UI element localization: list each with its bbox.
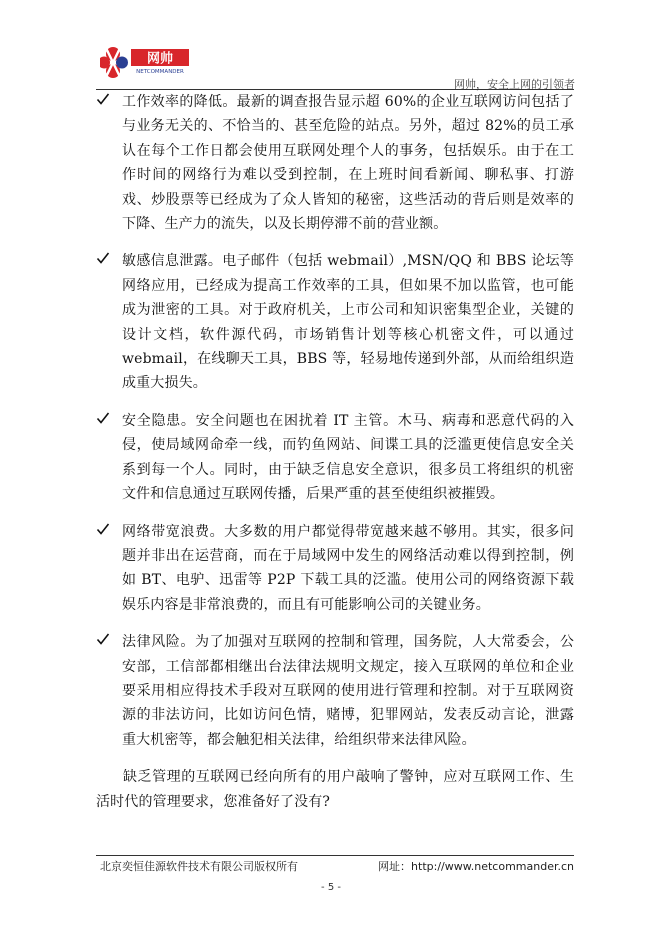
logo-mark-icon xyxy=(100,40,200,84)
bullet-item xyxy=(96,630,574,752)
company-logo xyxy=(100,40,200,84)
bullet-item xyxy=(96,249,574,395)
footer-copyright: 北京奕恒佳源软件技术有限公司版权所有 xyxy=(100,860,298,873)
bullet-item xyxy=(96,520,574,618)
check-icon xyxy=(96,92,110,106)
bullet-item xyxy=(96,409,574,507)
logo-subtext: NETCOMMANDER xyxy=(136,69,184,75)
page-number: - 5 - xyxy=(321,882,341,893)
bullet-text: 网络带宽浪费。大多数的用户都觉得带宽越来越不够用。其实，很多问题并非出在运营商，而在于局域网中发生的网络活动难以得到控制，例如 BT、电驴、迅雷等 P2P 下载工具的泛滥。使用公司的网络资源下载娱乐内容是非常浪费的，而且有可能影响公司的关键业务。 xyxy=(122,523,574,613)
bullet-text: 安全隐患。安全问题也在困扰着 IT 主管。木马、病毒和恶意代码的入侵，使局域网命牵一线，而钓鱼网站、间谍工具的泛滥更使信息安全关系到每一个人。同时，由于缺乏信息安全意识，很多员工将组织的机密文件和信息通过互联网传播，后果严重的甚至使组织被摧毁。 xyxy=(122,412,574,503)
bullet-text: 法律风险。为了加强对互联网的控制和管理，国务院，人大常委会，公安部，工信部都相继出台法律法规明文规定，接入互联网的单位和企业要采用相应得技术手段对互联网的使用进行管理和控制。对于互联网资源的非法访问，比如访问色情，赌博，犯罪网站，发表反动言论，泄露重大机密等，都会触犯相关法律，给组织带来法律风险。 xyxy=(122,634,574,748)
check-icon xyxy=(96,411,110,425)
check-icon xyxy=(96,632,110,646)
check-icon xyxy=(96,522,110,536)
bullet-text: 工作效率的降低。最新的调查报告显示超 60%的企业互联网访问包括了与业务无关的、不恰当的、甚至危险的站点。另外，超过 82%的员工承认在每个工作日都会使用互联网处理个人的事务，包括娱乐。由于在工作时间的网络行为难以受到控制，在上班时间看新闻、聊私事、打游戏、炒股票等已经成为了众人皆知的秘密，这些活动的背后则是效率的下降、生产力的流失，以及长期停滞不前的营业额。 xyxy=(122,94,574,233)
bullet-item xyxy=(96,90,574,236)
header-tagline: 网帅，安全上网的引领者 xyxy=(454,78,575,91)
footer-divider xyxy=(96,855,574,856)
document-body xyxy=(96,90,574,814)
conclusion-paragraph: 缺乏管理的互联网已经向所有的用户敲响了警钟，应对互联网工作、生活时代的管理要求，您准备好了没有? xyxy=(96,769,574,810)
logo-text: 网帅 xyxy=(146,51,174,67)
footer-website: 网址：http://www.netcommander.cn xyxy=(378,860,574,873)
check-icon xyxy=(96,251,110,265)
bullet-text: 敏感信息泄露。电子邮件（包括 webmail）,MSN/QQ 和 BBS 论坛等网络应用，已经成为提高工作效率的工具，但如果不加以监管，也可能成为泄密的工具。对于政府机关，上市公司和知识密集型企业，关键的设计文档，软件源代码，市场销售计划等核心机密文件，可以通过 webmail，在线聊天工具，BBS 等，轻易地传递到外部，从而给组织造成重大损失。 xyxy=(122,253,574,392)
